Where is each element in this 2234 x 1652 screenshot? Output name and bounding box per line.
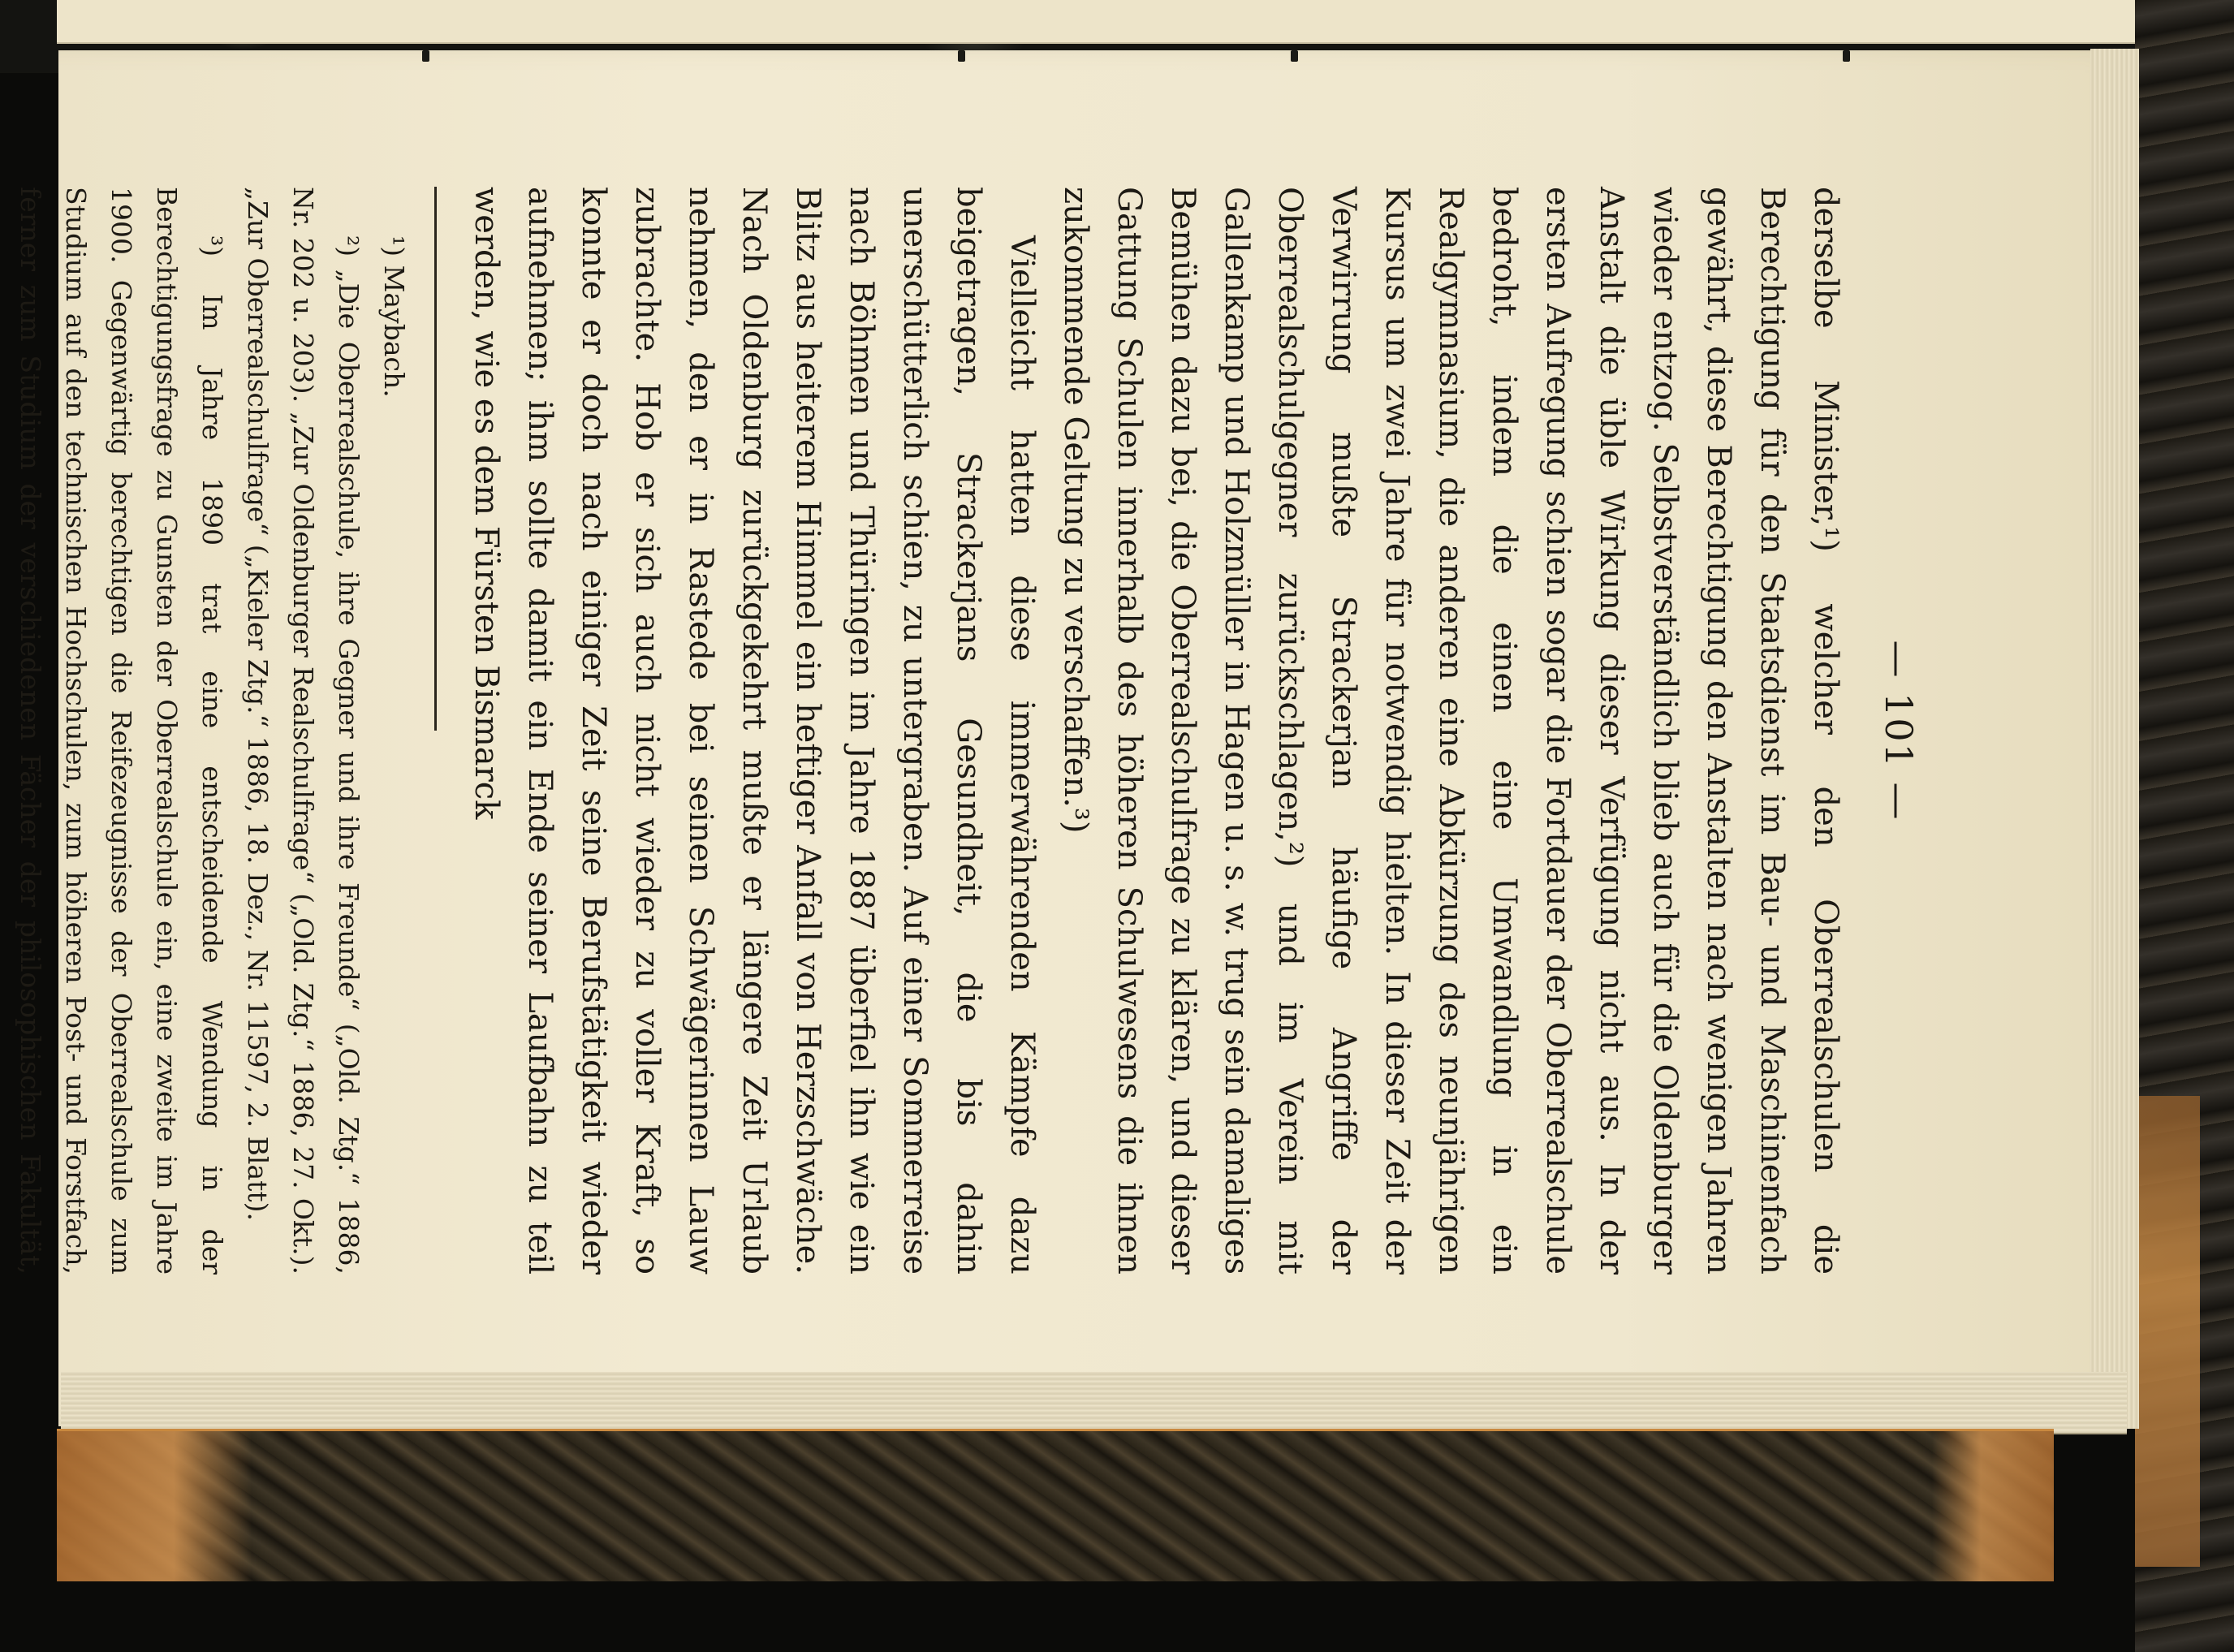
leather-spine-patch bbox=[2135, 1096, 2200, 1567]
footnote: ¹) Maybach. bbox=[378, 235, 410, 398]
footnotes bbox=[0, 187, 416, 1275]
marbled-cover-edge bbox=[57, 1429, 2054, 1581]
leather-corner-right bbox=[1932, 1431, 2054, 1581]
page-number: — 101 — bbox=[1877, 640, 1921, 822]
rotated-page-text bbox=[15, 187, 1921, 1275]
footnote: ³) Im Jahre 1890 trat eine entscheidende Wendung in der Berechtigungsfrage zu Gunsten der Oberrealschule ein, eine zweite im Jahre 1900. Gegenwärtig berechtigen die Reifezeugnisse der Oberrealschule zum Studium auf den technischen Hochschulen, zum höheren Post- und Forstfach, ferner zum Studium der verschiedenen Fächer der philosophischen Fakultät, bbox=[15, 187, 228, 1275]
body-paragraph: Vielleicht hatten diese immerwährenden Kämpfe dazu beigetragen, Strackerjans Gesundheit, die bis dahin unerschütterlich schien, zu untergraben. Auf einer Sommerreise nach Böhmen und Thüringen im Jahre 1887 überfiel ihn wie ein Blitz aus heiterem Himmel ein heftiger Anfall von Herzschwäche. Nach Oldenburg zurückgekehrt mußte er längere Zeit Urlaub nehmen, den er in Rastede bei seinen Schwägerinnen Lauw zubrachte. Hob er sich auch nicht wieder zu voller Kraft, so konnte er doch nach einiger Zeit seine Berufstätigkeit wieder aufnehmen; ihm sollte damit ein Ende seiner Laufbahn zu teil werden, wie es dem Fürsten Bismarck bbox=[468, 187, 1041, 1275]
binding-stitch bbox=[1291, 50, 1298, 62]
leather-corner-left bbox=[57, 1431, 252, 1581]
previous-page-edge bbox=[57, 0, 2151, 44]
binding-stitch bbox=[958, 50, 965, 62]
binding-stitch bbox=[422, 50, 429, 62]
body-text bbox=[459, 187, 1852, 1275]
body-paragraph: derselbe Minister,¹) welcher den Oberrealschulen die Berechtigung für den Staatsdienst im Bau- und Maschinenfach gewährt, diese Berechtigung den Anstalten nach wenigen Jahren wieder entzog. Selbstverständlich blieb auch für die Oldenburger Anstalt die üble Wirkung dieser Verfügung nicht aus. In der ersten Aufregung schien sogar die Fortdauer der Oberrealschule bedroht, indem die einen eine Umwandlung in ein Realgymnasium, die anderen eine Abkürzung des neunjährigen Kursus um zwei Jahre für notwendig hielten. In dieser Zeit der Verwirrung mußte Strackerjan häufige Angriffe der Oberrealschulgegner zurückschlagen,²) und im Verein mit Gallenkamp und Holzmüller in Hagen u. s. w. trug sein damaliges Bemühen dazu bei, die Oberrealschulfrage zu klären, und dieser Gattung Schulen innerhalb des höheren Schulwesens die ihnen zukommende Geltung zu verschaffen.³) bbox=[1057, 187, 1844, 1275]
footnote: ²) „Die Oberrealschule, ihre Gegner und ihre Freunde“ („Old. Ztg.“ 1886, Nr. 202 u. 203). „Zur Oldenburger Realschulfrage“ („Old. Ztg.“ 1886, 27. Okt.). „Zur Oberrealschulfrage“ („Kieler Ztg.“ 1886, 18. Dez., Nr. 11597, 2. Blatt). bbox=[242, 187, 364, 1275]
book-cover-right bbox=[2135, 0, 2234, 1652]
page-block-bottom-edges bbox=[61, 1372, 2127, 1434]
footnote-divider bbox=[434, 187, 437, 731]
page-block-right-edges bbox=[2090, 49, 2139, 1429]
binding-stitch bbox=[1843, 50, 1850, 62]
